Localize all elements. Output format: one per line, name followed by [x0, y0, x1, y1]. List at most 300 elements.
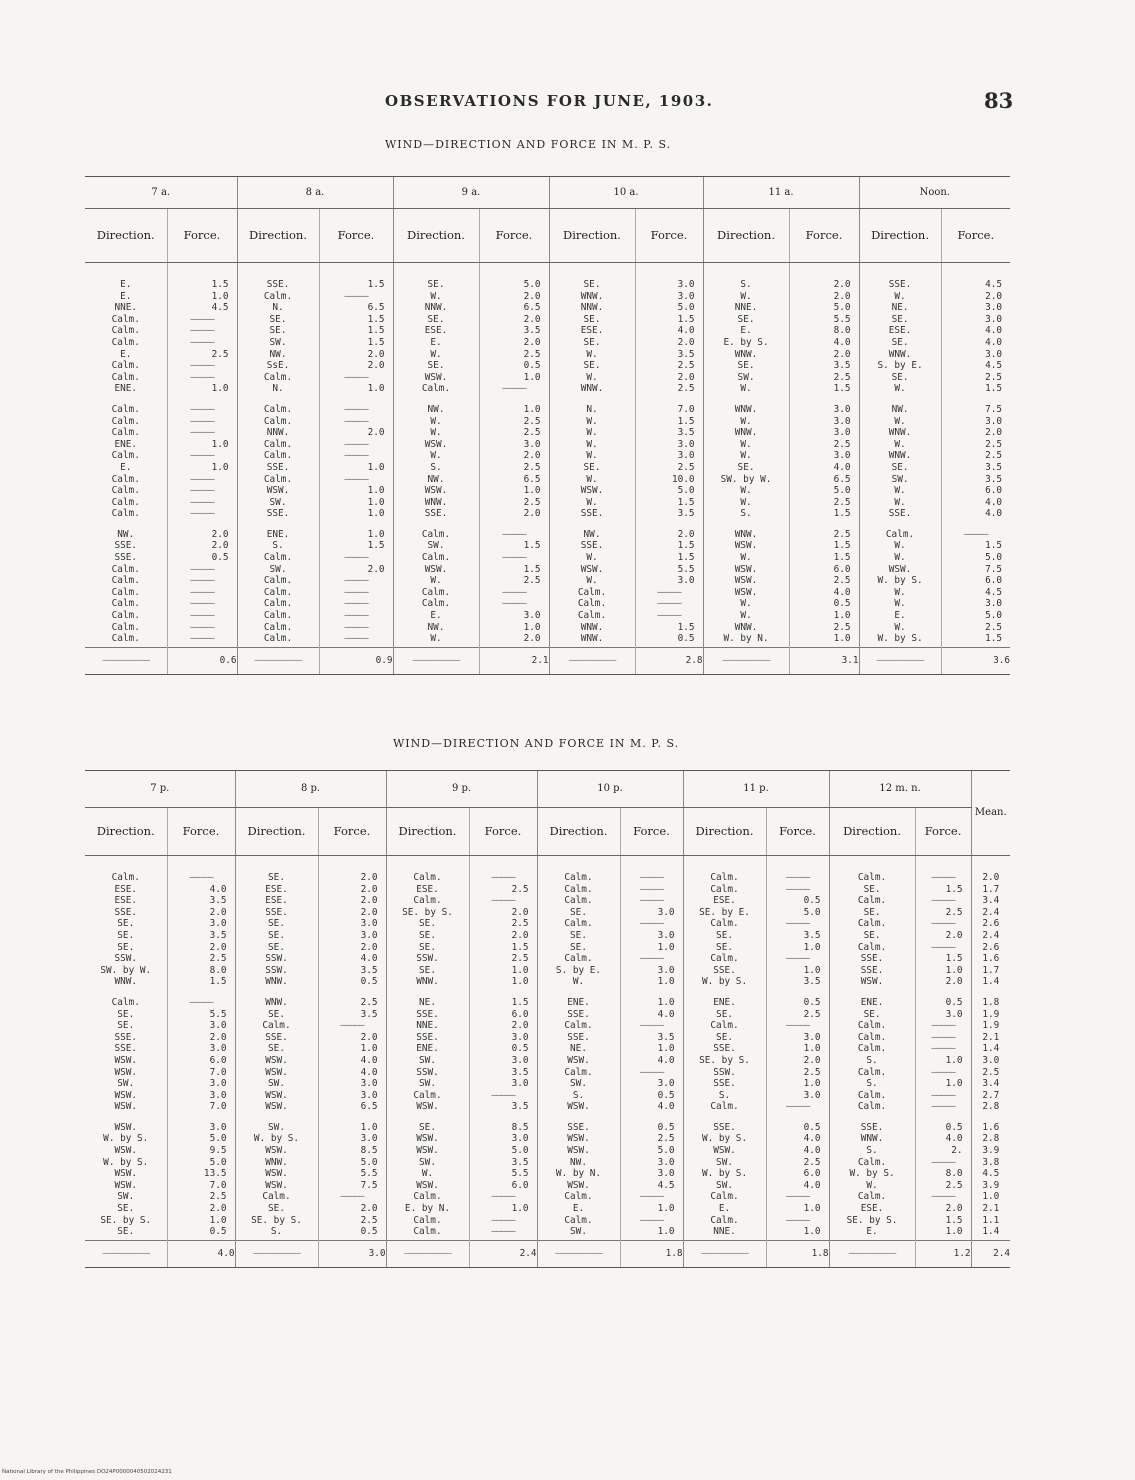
table-cell: Calm.: [857, 918, 887, 930]
spacer: [238, 267, 319, 279]
table-cell: SE.: [583, 279, 601, 290]
observation-rows: [85, 856, 1010, 1241]
table-cell: —————: [931, 1089, 955, 1101]
table-cell: WNW.: [416, 976, 439, 988]
table-cell: 4.0: [833, 461, 851, 473]
table-cell: 3.0: [511, 1078, 529, 1090]
table-cell: SE.: [570, 941, 587, 953]
group-gap: [480, 520, 549, 529]
table-cell: SSE.: [266, 461, 290, 473]
table-cell: 4.5: [657, 1179, 675, 1191]
table-cell: W.: [430, 633, 442, 645]
table-cell: SW.: [427, 540, 445, 552]
table-cell: W.: [430, 427, 442, 439]
table-cell: Calm.: [857, 1043, 887, 1055]
table-cell: 2.1: [982, 1031, 1000, 1043]
table-cell: Calm.: [564, 1066, 593, 1078]
table-cell: 3.0: [511, 1031, 529, 1043]
force-column: [479, 263, 549, 648]
table-cell: Calm.: [111, 450, 140, 462]
table-cell: ESE.: [424, 325, 448, 337]
group-gap: [860, 520, 941, 529]
table-cell: SSE.: [713, 964, 736, 976]
table-cell: WSW.: [265, 1066, 288, 1078]
table-cell: W.: [430, 348, 442, 360]
table-cell: E.: [718, 1203, 731, 1215]
table-cell: WSW.: [114, 1121, 138, 1133]
table-cell: 2.5: [803, 1008, 821, 1020]
table-cell: 3.0: [677, 290, 695, 302]
table-cell: NNE.: [416, 1020, 439, 1032]
table-cell: 3.0: [657, 906, 675, 918]
table-cell: Calm.: [857, 1156, 887, 1168]
group-gap: [168, 988, 235, 997]
table-cell: —————: [502, 586, 526, 598]
table-cell: 1.0: [367, 528, 385, 540]
table-cell: 3.0: [985, 313, 1003, 325]
table-cell: 3.0: [360, 1133, 378, 1145]
time-header: 8 p.: [235, 771, 386, 808]
force-column: [167, 263, 237, 648]
table-cell: Calm.: [857, 1031, 887, 1043]
table-cell: SE.: [427, 360, 445, 372]
table-cell: Calm.: [111, 336, 140, 348]
table-cell: NNE.: [734, 302, 758, 314]
library-credit: National Library of the Philippines DO24P0000040502024231: [2, 1469, 172, 1475]
table-cell: 3.5: [209, 895, 227, 907]
table-cell: 3.0: [523, 610, 541, 622]
table-cell: WNW.: [860, 1133, 884, 1145]
totals-row: [85, 647, 1010, 674]
table-cell: 2.7: [982, 1089, 1000, 1101]
table-cell: 2.5: [985, 371, 1003, 383]
table-cell: 3.5: [803, 976, 821, 988]
table-cell: 0.5: [833, 598, 851, 610]
table-cell: W.: [894, 552, 906, 564]
group-gap: [236, 988, 318, 997]
table-cell: SW. by W.: [720, 473, 772, 485]
group-gap: [480, 395, 549, 404]
table-cell: ENE.: [567, 996, 590, 1008]
table-cell: 7.0: [209, 1101, 227, 1113]
table-cell: Calm.: [857, 941, 887, 953]
table-cell: 1.6: [982, 1121, 1000, 1133]
table-cell: S.: [270, 1226, 283, 1238]
table-cell: 2.5: [677, 360, 695, 372]
table-cell: Calm.: [413, 1214, 442, 1226]
table-cell: WSW.: [734, 586, 758, 598]
table-cell: 6.0: [511, 1179, 529, 1191]
table-cell: 3.5: [511, 1101, 529, 1113]
table-cell: 0.5: [803, 895, 821, 907]
table-cell: 7.5: [985, 563, 1003, 575]
force-mean: 0.9: [319, 647, 393, 674]
spacer: [394, 267, 479, 279]
table-cell: SE.: [268, 918, 285, 930]
table-cell: 3.0: [511, 1133, 529, 1145]
spacer: [550, 267, 635, 279]
table-cell: 1.0: [803, 941, 821, 953]
table-cell: 1.4: [982, 1226, 1000, 1238]
group-gap: [85, 395, 167, 404]
table-cell: SSE.: [424, 508, 448, 520]
table-cell: 4.5: [985, 279, 1003, 290]
table-cell: W.: [740, 485, 752, 497]
table-cell: 3.0: [985, 598, 1003, 610]
table-cell: 4.0: [657, 1101, 675, 1113]
table-cell: Calm.: [111, 633, 140, 645]
table-cell: 5.0: [209, 1133, 227, 1145]
direction-total-blank: ——————————: [703, 647, 789, 674]
group-gap: [320, 520, 393, 529]
table-cell: Calm.: [111, 313, 140, 325]
table-cell: 3.5: [657, 1031, 675, 1043]
group-gap: [168, 395, 237, 404]
table-cell: Calm.: [564, 1191, 593, 1203]
time-header: 7 a.: [85, 177, 237, 209]
table-cell: WNW.: [888, 427, 912, 439]
table-cell: W.: [740, 610, 752, 622]
table-cell: SE.: [863, 906, 881, 918]
time-header: 9 p.: [386, 771, 537, 808]
group-gap: [387, 1113, 469, 1122]
table-cell: 1.0: [945, 1226, 963, 1238]
table-cell: SE.: [268, 1043, 285, 1055]
table-cell: SE.: [863, 883, 881, 895]
mean-header: Mean.: [971, 771, 1010, 856]
force-mean: 1.8: [766, 1240, 829, 1267]
table-cell: 3.5: [803, 929, 821, 941]
table-cell: 0.5: [657, 1121, 675, 1133]
table-cell: SE.: [737, 360, 755, 372]
table-cell: —————: [931, 1101, 955, 1113]
direction-column: [85, 263, 167, 648]
table-cell: Calm.: [421, 586, 451, 598]
table-cell: 5.5: [209, 1008, 227, 1020]
table-cell: 8.0: [945, 1168, 963, 1180]
force-mean: 2.4: [469, 1240, 537, 1267]
table-cell: 2.0: [523, 313, 541, 325]
table-cell: 3.0: [209, 1121, 227, 1133]
table-cell: W. by S.: [103, 1156, 149, 1168]
group-gap: [621, 988, 683, 997]
table-cell: 2.5: [982, 1066, 1000, 1078]
table-cell: 2.8: [982, 1133, 1000, 1145]
table-cell: 2.5: [209, 953, 227, 965]
table-cell: SSE.: [266, 508, 290, 520]
table-cell: Calm.: [111, 360, 140, 372]
group-gap: [790, 520, 859, 529]
table-cell: ENE.: [114, 383, 138, 395]
group-gap: [621, 1113, 683, 1122]
header-time-row: [85, 771, 1010, 808]
table-cell: SW.: [268, 1121, 285, 1133]
table-cell: —————: [190, 563, 214, 575]
table-cell: 8.0: [209, 964, 227, 976]
table-cell: 6.5: [367, 302, 385, 314]
table-cell: W. by S.: [701, 1168, 748, 1180]
table-cell: 3.5: [360, 1008, 378, 1020]
table-cell: S.: [740, 279, 752, 290]
table-cell: WSW.: [416, 1179, 439, 1191]
table-cell: W.: [740, 450, 752, 462]
table-cell: 5.0: [657, 1145, 675, 1157]
table-cell: W. by S.: [103, 1133, 149, 1145]
table-cell: —————: [491, 872, 515, 883]
table-cell: 3.0: [657, 1156, 675, 1168]
table-cell: E. by S.: [723, 336, 769, 348]
table-cell: WSW.: [416, 1101, 439, 1113]
table-cell: 1.0: [803, 1226, 821, 1238]
table-cell: 1.5: [367, 336, 385, 348]
table-cell: 1.5: [677, 621, 695, 633]
table-cell: 5.0: [985, 552, 1003, 564]
table-cell: —————: [639, 1066, 664, 1078]
spacer: [470, 860, 537, 872]
table-cell: 6.5: [523, 302, 541, 314]
table-cell: —————: [344, 290, 368, 302]
table-cell: 2.5: [511, 883, 529, 895]
time-header: 9 a.: [393, 177, 549, 209]
table-cell: 5.0: [523, 279, 541, 290]
group-gap: [636, 395, 703, 404]
table-cell: —————: [639, 895, 664, 907]
table-cell: 2.5: [985, 450, 1003, 462]
table-cell: 1.0: [982, 1191, 1000, 1203]
table-cell: WNW.: [580, 383, 604, 395]
table-cell: —————: [785, 953, 810, 965]
table-cell: W. by S.: [877, 575, 923, 587]
table-cell: 1.0: [657, 1043, 675, 1055]
table-cell: —————: [344, 415, 368, 427]
table-cell: NNW.: [424, 302, 448, 314]
table-cell: 7.0: [209, 1179, 227, 1191]
table-cell: Calm.: [710, 1020, 739, 1032]
table-cell: 2.5: [511, 918, 529, 930]
direction-header: Direction.: [85, 209, 167, 263]
table-cell: 2.0: [833, 348, 851, 360]
table-cell: —————: [931, 1043, 955, 1055]
table-cell: 2.5: [833, 528, 851, 540]
table-cell: WNW.: [265, 996, 288, 1008]
table-cell: 5.0: [803, 906, 821, 918]
table-cell: 2.0: [511, 929, 529, 941]
table-cell: Calm.: [577, 610, 607, 622]
table-cell: 3.5: [209, 929, 227, 941]
table-cell: —————: [964, 528, 988, 540]
table-cell: 2.0: [360, 883, 378, 895]
table-cell: 3.0: [677, 450, 695, 462]
table-cell: NW.: [583, 528, 601, 540]
table-cell: 2.0: [360, 1203, 378, 1215]
table-cell: 1.5: [945, 953, 963, 965]
table-cell: WSW.: [860, 976, 884, 988]
table-cell: Calm.: [857, 872, 887, 883]
table-cell: Calm.: [263, 552, 293, 564]
table-cell: Calm.: [111, 610, 140, 622]
table-cell: 1.5: [211, 279, 229, 290]
spacer: [860, 267, 941, 279]
force-header: Force.: [318, 808, 386, 856]
table-cell: Calm.: [263, 403, 293, 415]
spacer: [767, 860, 829, 872]
table-cell: —————: [344, 586, 368, 598]
table-cell: 10.0: [671, 473, 695, 485]
table-cell: 1.0: [657, 976, 675, 988]
direction-header: Direction.: [393, 209, 479, 263]
table-cell: Calm.: [263, 633, 293, 645]
table-cell: 8.0: [833, 325, 851, 337]
table-cell: —————: [931, 941, 955, 953]
table-cell: 2.5: [523, 427, 541, 439]
table-cell: SW.: [570, 1226, 587, 1238]
table-cell: WSW.: [265, 1054, 288, 1066]
table-cell: 4.5: [985, 360, 1003, 372]
table-cell: 3.0: [523, 438, 541, 450]
table-cell: 3.9: [982, 1179, 1000, 1191]
table-cell: WSW.: [266, 485, 290, 497]
table-cell: W.: [894, 485, 906, 497]
table-cell: SSW.: [114, 953, 138, 965]
table-cell: 2.0: [511, 906, 529, 918]
table-cell: 1.5: [523, 540, 541, 552]
table-cell: 1.0: [211, 290, 229, 302]
spacer: [790, 267, 859, 279]
direction-column: [237, 263, 319, 648]
table-cell: 2.5: [945, 1179, 963, 1191]
table-cell: —————: [931, 1156, 955, 1168]
table-cell: —————: [344, 575, 368, 587]
table-cell: Calm.: [413, 872, 442, 883]
spacer: [972, 860, 1011, 872]
table-cell: Calm.: [564, 872, 593, 883]
table-cell: WSW.: [567, 1054, 590, 1066]
table-cell: —————: [931, 1066, 955, 1078]
table-cell: SE.: [117, 1203, 135, 1215]
table-cell: 1.5: [833, 540, 851, 552]
table-cell: S.: [866, 1078, 878, 1090]
table-cell: Calm.: [413, 1191, 442, 1203]
table-cell: SE.: [583, 313, 601, 325]
table-cell: 3.0: [677, 279, 695, 290]
table-cell: 2.5: [523, 415, 541, 427]
table-cell: ESE.: [114, 895, 138, 907]
group-gap: [168, 520, 237, 529]
table-cell: Calm.: [263, 621, 293, 633]
table-cell: SE.: [583, 336, 601, 348]
group-gap: [319, 1113, 386, 1122]
table-cell: WSW.: [114, 1179, 138, 1191]
table-cell: 1.5: [985, 633, 1003, 645]
table-cell: 2.0: [209, 941, 227, 953]
table-cell: 3.5: [511, 1156, 529, 1168]
table-cell: Calm.: [263, 598, 293, 610]
table-cell: 2.0: [209, 1031, 227, 1043]
table-cell: SE.: [268, 929, 285, 941]
table-cell: 2.0: [367, 563, 385, 575]
table-cell: 5.0: [833, 485, 851, 497]
table-cell: —————: [639, 918, 664, 930]
table-cell: —————: [190, 633, 214, 645]
table-cell: 1.5: [677, 552, 695, 564]
table-cell: SE.: [117, 929, 135, 941]
table-cell: 3.5: [677, 348, 695, 360]
table-cell: 1.0: [657, 941, 675, 953]
table-cell: 1.0: [360, 1043, 378, 1055]
table-cell: Calm.: [111, 508, 140, 520]
table-cell: SSE.: [114, 906, 138, 918]
table-cell: —————: [639, 1191, 664, 1203]
table-cell: 0.5: [803, 1121, 821, 1133]
table-cell: WSW.: [424, 485, 448, 497]
table-cell: Calm.: [263, 450, 293, 462]
spacer: [168, 860, 235, 872]
group-gap: [168, 1113, 235, 1122]
table-cell: 2.5: [833, 496, 851, 508]
table-cell: —————: [785, 1214, 810, 1226]
table-cell: 1.5: [511, 996, 529, 1008]
table-cell: NW.: [427, 473, 445, 485]
table-cell: —————: [344, 610, 368, 622]
table-cell: SE.: [863, 929, 881, 941]
table-cell: SSE.: [580, 508, 604, 520]
table-cell: W.: [586, 371, 598, 383]
table-cell: SW.: [419, 1054, 436, 1066]
table-cell: NW.: [570, 1156, 587, 1168]
table-cell: S.: [272, 540, 284, 552]
table-cell: SSE.: [265, 906, 288, 918]
table-cell: SE.: [268, 1203, 285, 1215]
table-cell: E.: [740, 325, 752, 337]
table-cell: 1.6: [982, 953, 1000, 965]
table-cell: SE.: [117, 1226, 135, 1238]
table-cell: 5.0: [985, 610, 1003, 622]
table-cell: 1.9: [982, 1008, 1000, 1020]
table-cell: Calm.: [111, 427, 140, 439]
table-cell: WSW.: [424, 438, 448, 450]
table-cell: SE.: [117, 1020, 135, 1032]
table-cell: —————: [189, 872, 213, 883]
table-cell: 4.0: [803, 1145, 821, 1157]
table-cell: 1.0: [833, 633, 851, 645]
table-cell: 1.0: [657, 1203, 675, 1215]
table-cell: Calm.: [111, 415, 140, 427]
table-cell: 3.5: [523, 325, 541, 337]
table-cell: 3.0: [982, 1054, 1000, 1066]
observation-rows: [85, 263, 1010, 648]
table-cell: Calm.: [111, 621, 140, 633]
table-cell: 3.0: [209, 918, 227, 930]
force-column: [469, 856, 537, 1241]
table-cell: Calm.: [111, 586, 140, 598]
table-cell: W.: [866, 1179, 878, 1191]
force-mean: 0.6: [167, 647, 237, 674]
table-cell: SE. by E.: [699, 906, 750, 918]
table-cell: SSW.: [265, 953, 288, 965]
table-cell: —————: [502, 383, 526, 395]
table-cell: Calm.: [710, 1101, 739, 1113]
table-cell: SSE.: [713, 1043, 736, 1055]
table-cell: 5.0: [833, 302, 851, 314]
table-cell: SW.: [737, 371, 755, 383]
table-cell: 1.1: [982, 1214, 1000, 1226]
spacer: [942, 267, 1011, 279]
table-cell: 4.0: [985, 336, 1003, 348]
table-cell: ENE.: [114, 438, 138, 450]
table-cell: 1.0: [511, 976, 529, 988]
table-cell: Calm.: [710, 953, 739, 965]
table-cell: —————: [190, 415, 214, 427]
